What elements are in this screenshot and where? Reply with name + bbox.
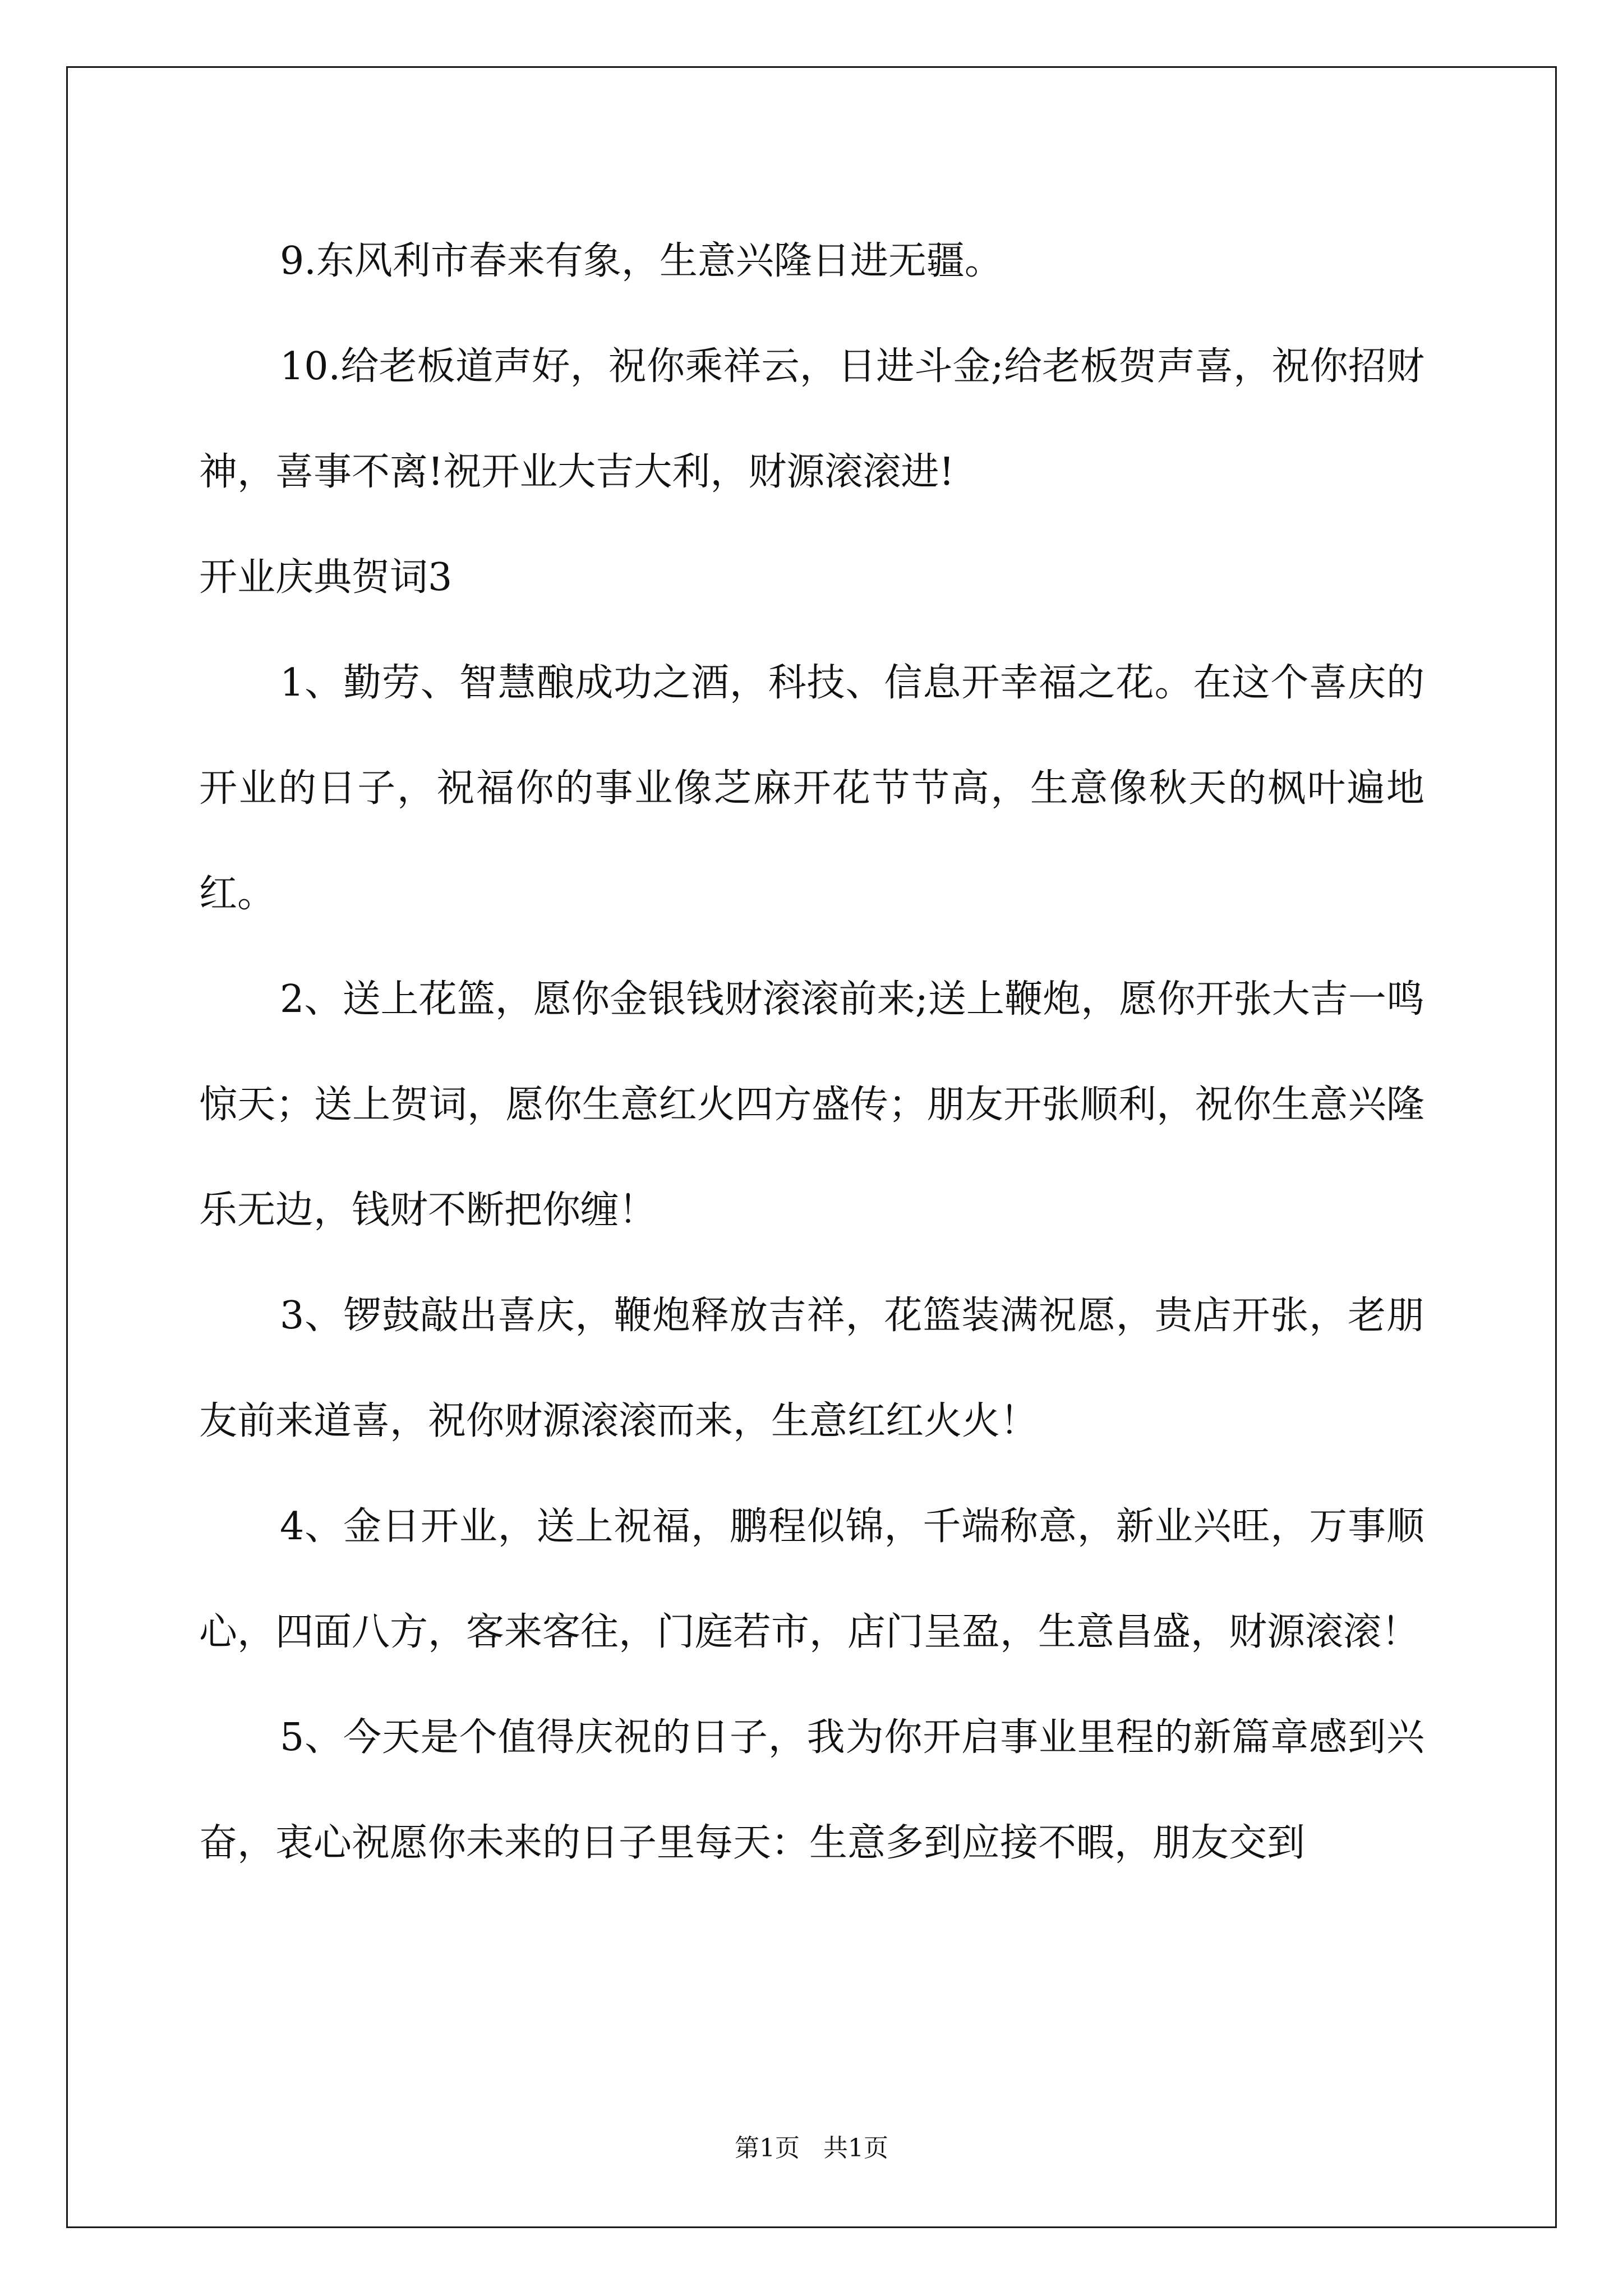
document-body <box>199 209 1424 1896</box>
paragraph-item-10: 10.给老板道声好，祝你乘祥云，日进斗金;给老板贺声喜，祝你招财神，喜事不离!祝开业大吉大利，财源滚滚进! <box>199 344 1424 494</box>
paragraph-item-5: 5、今天是个值得庆祝的日子，我为你开启事业里程的新篇章感到兴奋，衷心祝愿你未来的日子里每天：生意多到应接不暇，朋友交到 <box>199 1715 1424 1865</box>
paragraph-item-4: 4、金日开业，送上祝福，鹏程似锦，千端称意，新业兴旺，万事顺心，四面八方，客来客往，门庭若市，店门呈盈，生意昌盛，财源滚滚！ <box>199 1504 1424 1654</box>
section-heading: 开业庆典贺词3 <box>199 555 453 600</box>
page-number: 第1页 <box>735 2134 800 2162</box>
page-total: 共1页 <box>823 2134 888 2162</box>
page-footer <box>0 2132 1623 2165</box>
paragraph-item-1: 1、勤劳、智慧酿成功之酒，科技、信息开幸福之花。在这个喜庆的开业的日子，祝福你的事业像芝麻开花节节高，生意像秋天的枫叶遍地红。 <box>199 661 1424 916</box>
paragraph-item-3: 3、锣鼓敲出喜庆，鞭炮释放吉祥，花篮装满祝愿，贵店开张，老朋友前来道喜，祝你财源滚滚而来，生意红红火火！ <box>199 1294 1424 1443</box>
paragraph-item-2: 2、送上花篮，愿你金银钱财滚滚前来;送上鞭炮，愿你开张大吉一鸣惊天；送上贺词，愿你生意红火四方盛传；朋友开张顺利，祝你生意兴隆乐无边，钱财不断把你缠！ <box>199 977 1424 1232</box>
paragraph-item-9: 9.东风利市春来有象，生意兴隆日进无疆。 <box>280 239 1003 283</box>
